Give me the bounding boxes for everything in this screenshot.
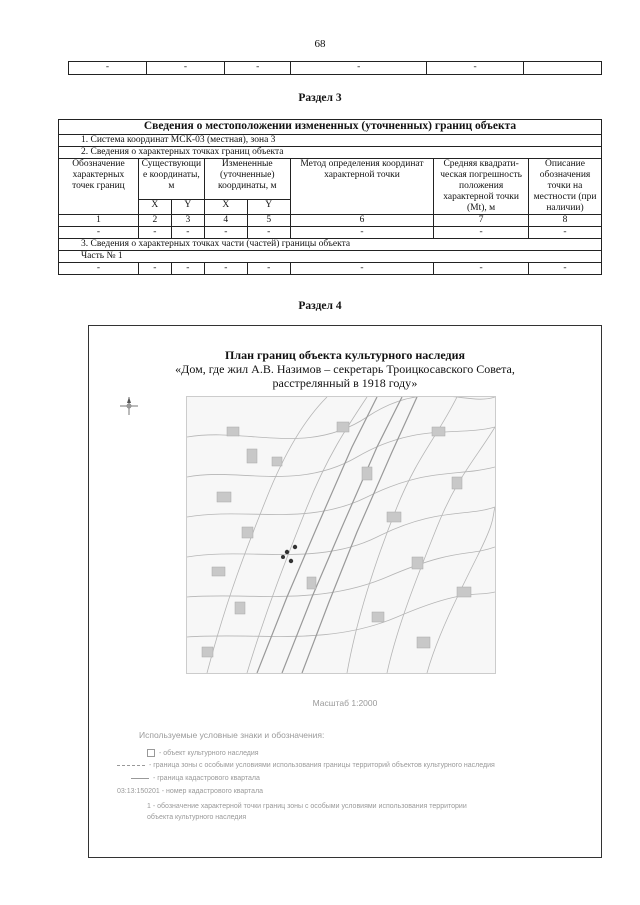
point-number-symbol: 1	[147, 803, 151, 810]
legend-item	[147, 749, 259, 757]
header-x: X	[138, 200, 171, 215]
table-row	[59, 135, 602, 147]
north-arrow-icon	[119, 396, 139, 416]
legend-item	[131, 775, 260, 782]
table-cell: -	[247, 227, 290, 239]
table-cell: -	[291, 62, 427, 75]
legend-text: - объект культурного наследия	[158, 749, 259, 757]
quarter-number-symbol: 03:13:150201	[117, 788, 160, 795]
table-title-row	[59, 120, 602, 135]
header-y: Y	[171, 200, 204, 215]
header-point-designation: Обозначение характерных точек границ	[59, 159, 139, 215]
plan-frame	[88, 325, 602, 858]
header-description: Описание обозначения точки на местности (при наличии)	[529, 159, 602, 215]
table-cell: -	[529, 263, 602, 275]
table-row	[59, 147, 602, 159]
column-number: 3	[171, 215, 204, 227]
section4-heading: Раздел 4	[298, 300, 342, 312]
part-points-subtitle: 3. Сведения о характерных точках части (частей) границы объекта	[59, 239, 602, 251]
legend-text: - граница зоны с особыми условиями использования границы территорий объектов культурного наследия	[148, 762, 495, 769]
coordinate-system: 1. Система координат МСК-03 (местная), зона 3	[59, 135, 602, 147]
plan-subtitle: расстрелянный в 1918 году»	[272, 376, 418, 390]
table-cell: -	[224, 62, 290, 75]
table-cell: -	[138, 263, 171, 275]
boundary-points-table	[58, 119, 602, 275]
header-existing-coordinates: Существующи е координаты, м	[138, 159, 204, 200]
table-cell: -	[69, 62, 147, 75]
table-cell: -	[204, 227, 247, 239]
page-number: 68	[314, 38, 326, 50]
legend-item	[117, 762, 495, 769]
column-number: 5	[247, 215, 290, 227]
table-cell: -	[59, 263, 139, 275]
legend-title: Используемые условные знаки и обозначения:	[139, 730, 325, 740]
header-accuracy: Средняя квадрати-ческая погрешность положения характерной точки (Mt), м	[434, 159, 529, 215]
header-method: Метод определения координат характерной точки	[290, 159, 434, 215]
table-row	[59, 263, 602, 275]
table-cell: -	[59, 227, 139, 239]
column-number: 1	[59, 215, 139, 227]
plan-title: План границ объекта культурного наследия	[225, 348, 465, 362]
legend-item	[117, 788, 263, 795]
column-number: 7	[434, 215, 529, 227]
legend-item	[147, 801, 477, 823]
header-changed-coordinates: Измененные (уточненные) координаты, м	[204, 159, 290, 200]
table-row	[59, 239, 602, 251]
header-x: X	[204, 200, 247, 215]
table-row	[69, 62, 602, 75]
table-cell: -	[171, 227, 204, 239]
column-number: 4	[204, 215, 247, 227]
quarter-boundary-symbol-icon	[131, 778, 149, 779]
column-number: 2	[138, 215, 171, 227]
column-number: 6	[290, 215, 434, 227]
continuation-table	[68, 61, 602, 75]
table-row	[59, 227, 602, 239]
table-cell: -	[247, 263, 290, 275]
table-cell: -	[434, 263, 529, 275]
column-number: 8	[529, 215, 602, 227]
section3-heading: Раздел 3	[298, 92, 342, 104]
table-cell: -	[529, 227, 602, 239]
table-cell: -	[434, 227, 529, 239]
table-cell: -	[204, 263, 247, 275]
table-cell: -	[146, 62, 224, 75]
table-cell: -	[290, 227, 434, 239]
table-cell	[524, 62, 602, 75]
table-title: Сведения о местоположении измененных (уточненных) границ объекта	[59, 120, 602, 135]
legend-text: - обозначение характерной точки границ зоны с особыми условиями использования территории объекта культурного наследия	[147, 803, 467, 821]
table-cell: -	[138, 227, 171, 239]
table-row	[59, 251, 602, 263]
cadastral-map	[186, 396, 496, 674]
zone-boundary-symbol-icon	[117, 765, 145, 766]
header-y: Y	[247, 200, 290, 215]
map-linework	[187, 397, 495, 673]
table-header-row	[59, 159, 602, 200]
table-cell: -	[426, 62, 523, 75]
legend-text: - номер кадастрового квартала	[161, 788, 264, 795]
map-scale: Масштаб 1:2000	[312, 698, 378, 708]
points-subtitle: 2. Сведения о характерных точках границ объекта	[59, 147, 602, 159]
plan-subtitle: «Дом, где жил А.В. Назимов – секретарь Троицкосавского Совета,	[175, 362, 515, 376]
part-number: Часть № 1	[59, 251, 602, 263]
heritage-object-symbol-icon	[147, 749, 155, 757]
table-cell: -	[290, 263, 434, 275]
table-cell: -	[171, 263, 204, 275]
column-number-row	[59, 215, 602, 227]
legend-text: - граница кадастрового квартала	[152, 775, 260, 782]
